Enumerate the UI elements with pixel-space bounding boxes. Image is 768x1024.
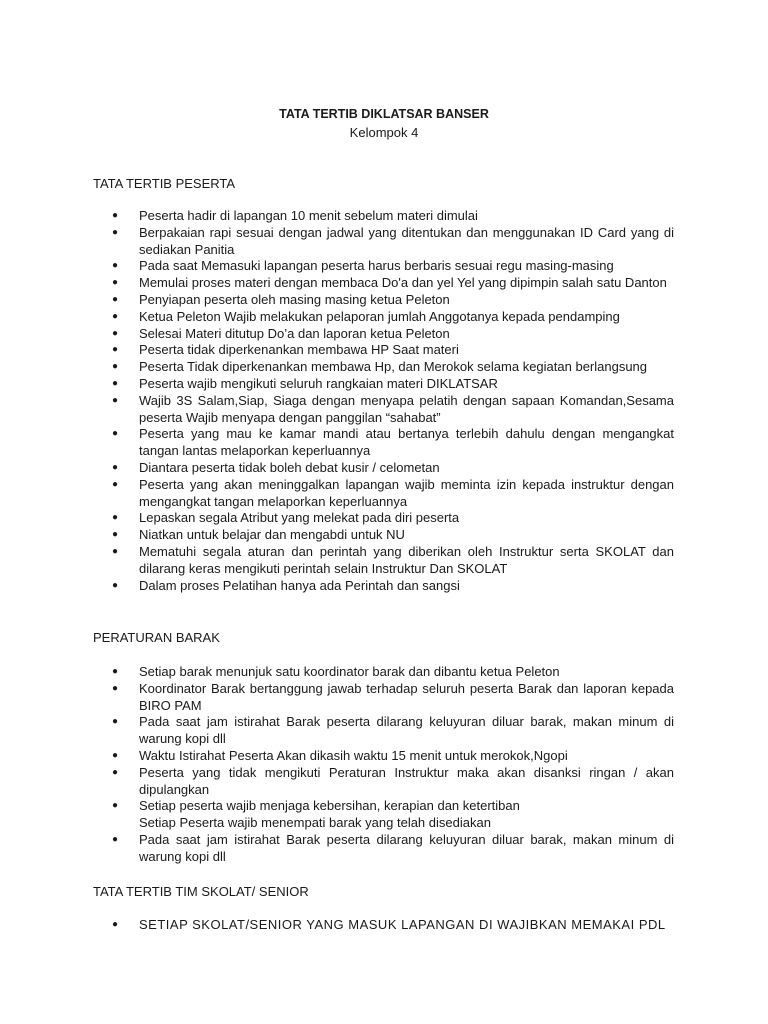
bullet-list-tata-tertib-tim-skolat (110, 917, 674, 934)
section-heading-peraturan-barak: PERATURAN BARAK (93, 630, 220, 645)
list-item: ● Pada saat jam istirahat Barak peserta dilarang keluyuran diluar barak, makan minum di warung kopi dll (110, 714, 674, 748)
list-item: ● Peserta yang tidak mengikuti Peraturan Instruktur maka akan disanksi ringan / akan dipulangkan (110, 765, 674, 799)
list-item: ● Diantara peserta tidak boleh debat kusir / celometan (110, 460, 674, 477)
list-item: ● Memulai proses materi dengan membaca Do'a dan yel Yel yang dipimpin salah satu Danton (110, 275, 674, 292)
bullet-list-tata-tertib-peserta (110, 208, 674, 594)
list-item: ● Pada saat Memasuki lapangan peserta harus berbaris sesuai regu masing-masing (110, 258, 674, 275)
list-item: ● Peserta wajib mengikuti seluruh rangkaian materi DIKLATSAR (110, 376, 674, 393)
bullet-list-peraturan-barak (110, 664, 674, 866)
list-item: ● Setiap peserta wajib menjaga kebersihan, kerapian dan ketertiban (110, 798, 674, 815)
list-item: ● Ketua Peleton Wajib melakukan pelaporan jumlah Anggotanya kepada pendamping (110, 309, 674, 326)
list-item: ● Lepaskan segala Atribut yang melekat pada diri peserta (110, 510, 674, 527)
list-item: ● Dalam proses Pelatihan hanya ada Perintah dan sangsi (110, 578, 674, 595)
list-item: ● Berpakaian rapi sesuai dengan jadwal yang ditentukan dan menggunakan ID Card yang di sediakan Panitia (110, 225, 674, 259)
list-item: ● Koordinator Barak bertanggung jawab terhadap seluruh peserta Barak dan laporan kepada BIRO PAM (110, 681, 674, 715)
list-item: ● Peserta yang akan meninggalkan lapangan wajib meminta izin kepada instruktur dengan mengangkat tangan melaporkan keperluannya (110, 477, 674, 511)
list-item: ● Peserta Tidak diperkenankan membawa Hp, dan Merokok selama kegiatan berlangsung (110, 359, 674, 376)
list-item: ● Peserta yang mau ke kamar mandi atau bertanya terlebih dahulu dengan mengangkat tangan lantas melaporkan keperluannya (110, 426, 674, 460)
list-item: ● Mematuhi segala aturan dan perintah yang diberikan oleh Instruktur serta SKOLAT dan dilarang keras mengikuti perintah selain Instruktur Dan SKOLAT (110, 544, 674, 578)
list-item: ● Penyiapan peserta oleh masing masing ketua Peleton (110, 292, 674, 309)
document-title: TATA TERTIB DIKLATSAR BANSER (279, 107, 489, 121)
list-item: ● Waktu Istirahat Peserta Akan dikasih waktu 15 menit untuk merokok,Ngopi (110, 748, 674, 765)
list-item: ● Pada saat jam istirahat Barak peserta dilarang keluyuran diluar barak, makan minum di warung kopi dll (110, 832, 674, 866)
section-heading-tata-tertib-peserta: TATA TERTIB PESERTA (93, 176, 236, 191)
list-item: ● Setiap barak menunjuk satu koordinator barak dan dibantu ketua Peleton (110, 664, 674, 681)
list-item: ● Peserta hadir di lapangan 10 menit sebelum materi dimulai (110, 208, 674, 225)
list-item: ● SETIAP SKOLAT/SENIOR YANG MASUK LAPANGAN DI WAJIBKAN MEMAKAI PDL (110, 917, 674, 934)
list-item: ● Niatkan untuk belajar dan mengabdi untuk NU (110, 527, 674, 544)
list-item: ● Peserta tidak diperkenankan membawa HP Saat materi (110, 342, 674, 359)
list-item: ● Selesai Materi ditutup Do’a dan laporan ketua Peleton (110, 326, 674, 343)
list-item: ● Wajib 3S Salam,Siap, Siaga dengan menyapa pelatih dengan sapaan Komandan,Sesama peserta Wajib menyapa dengan panggilan “sahabat” (110, 393, 674, 427)
list-item-continuation: Setiap Peserta wajib menempati barak yang telah disediakan (139, 815, 491, 831)
section-heading-tata-tertib-tim-skolat: TATA TERTIB TIM SKOLAT/ SENIOR (93, 884, 309, 899)
document-subtitle: Kelompok 4 (349, 125, 419, 140)
